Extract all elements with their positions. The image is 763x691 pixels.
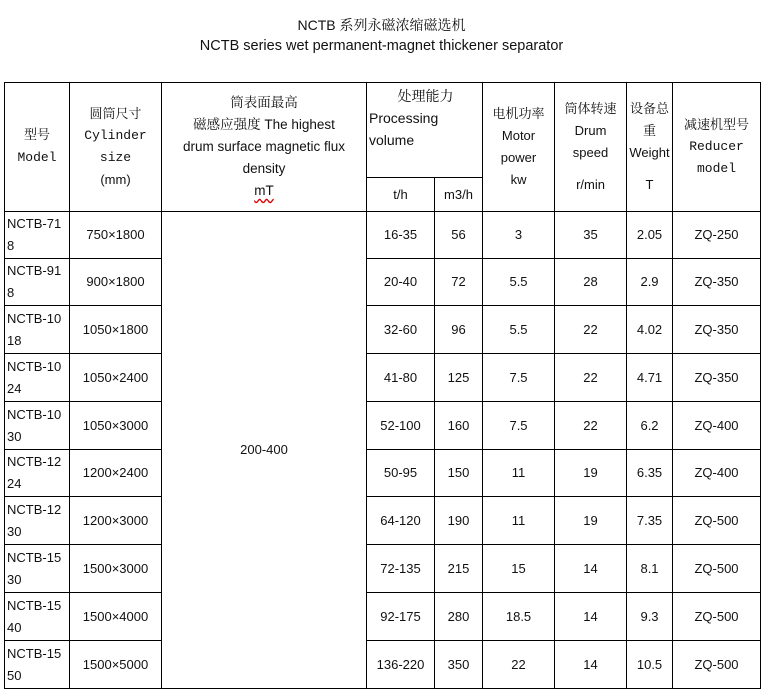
cell-reducer-model: ZQ-350 xyxy=(673,354,761,402)
specification-table xyxy=(4,82,761,689)
cell-cylinder-size: 1500×5000 xyxy=(70,641,162,689)
cell-model: NCTB-91 8 xyxy=(5,259,70,306)
cell-motor-power: 15 xyxy=(483,545,555,593)
header-model: 型号 Model xyxy=(5,83,70,212)
cell-capacity-m3h: 72 xyxy=(435,259,483,306)
cell-model: NCTB-15 50 xyxy=(5,641,70,689)
cell-motor-power: 18.5 xyxy=(483,593,555,641)
cell-capacity-m3h: 56 xyxy=(435,212,483,259)
header-processing-m3h: m3/h xyxy=(435,178,483,212)
header-drum-speed: 筒体转速 Drum speed r/min xyxy=(555,83,627,212)
cell-drum-speed: 35 xyxy=(555,212,627,259)
cell-weight: 10.5 xyxy=(627,641,673,689)
cell-capacity-th: 32-60 xyxy=(367,306,435,354)
table-row xyxy=(5,212,761,259)
cell-reducer-model: ZQ-500 xyxy=(673,545,761,593)
cell-capacity-th: 50-95 xyxy=(367,450,435,497)
cell-weight: 6.2 xyxy=(627,402,673,450)
cell-reducer-model: ZQ-400 xyxy=(673,402,761,450)
header-row xyxy=(5,83,761,178)
cell-cylinder-size: 1050×2400 xyxy=(70,354,162,402)
cell-capacity-th: 20-40 xyxy=(367,259,435,306)
cell-model: NCTB-10 30 xyxy=(5,402,70,450)
cell-capacity-th: 64-120 xyxy=(367,497,435,545)
header-processing-volume: 处理能力 Processing volume xyxy=(367,83,483,178)
cell-model: NCTB-12 30 xyxy=(5,497,70,545)
cell-weight: 8.1 xyxy=(627,545,673,593)
cell-drum-speed: 22 xyxy=(555,306,627,354)
cell-cylinder-size: 1500×3000 xyxy=(70,545,162,593)
cell-motor-power: 5.5 xyxy=(483,259,555,306)
cell-weight: 4.02 xyxy=(627,306,673,354)
cell-model: NCTB-15 40 xyxy=(5,593,70,641)
cell-reducer-model: ZQ-350 xyxy=(673,259,761,306)
cell-drum-speed: 14 xyxy=(555,545,627,593)
cell-capacity-m3h: 190 xyxy=(435,497,483,545)
cell-capacity-th: 72-135 xyxy=(367,545,435,593)
cell-drum-speed: 28 xyxy=(555,259,627,306)
header-magnetic-density: 筒表面最高 磁感应强度 The highest drum surface magnetic flux density mT xyxy=(162,83,367,212)
cell-model: NCTB-71 8 xyxy=(5,212,70,259)
cell-reducer-model: ZQ-500 xyxy=(673,497,761,545)
cell-model: NCTB-12 24 xyxy=(5,450,70,497)
table-row xyxy=(5,306,761,354)
cell-motor-power: 7.5 xyxy=(483,354,555,402)
table-row xyxy=(5,641,761,689)
table-row xyxy=(5,354,761,402)
cell-weight: 9.3 xyxy=(627,593,673,641)
cell-magnetic-density: 200-400 xyxy=(162,212,367,689)
cell-cylinder-size: 1050×3000 xyxy=(70,402,162,450)
cell-capacity-m3h: 280 xyxy=(435,593,483,641)
page-title-english: NCTB series wet permanent-magnet thickener separator xyxy=(199,38,564,54)
cell-capacity-th: 136-220 xyxy=(367,641,435,689)
page-title-chinese: NCTB 系列永磁浓缩磁选机 xyxy=(297,17,466,33)
cell-cylinder-size: 1500×4000 xyxy=(70,593,162,641)
cell-reducer-model: ZQ-500 xyxy=(673,641,761,689)
table-row xyxy=(5,402,761,450)
header-weight: 设备总 重 Weight T xyxy=(627,83,673,212)
cell-capacity-m3h: 125 xyxy=(435,354,483,402)
cell-cylinder-size: 1050×1800 xyxy=(70,306,162,354)
cell-capacity-m3h: 96 xyxy=(435,306,483,354)
header-cylinder-size: 圆筒尺寸 Cylinder size (mm) xyxy=(70,83,162,212)
table-row xyxy=(5,545,761,593)
table-row xyxy=(5,497,761,545)
cell-motor-power: 22 xyxy=(483,641,555,689)
cell-capacity-m3h: 215 xyxy=(435,545,483,593)
table-row xyxy=(5,593,761,641)
cell-weight: 6.35 xyxy=(627,450,673,497)
cell-cylinder-size: 900×1800 xyxy=(70,259,162,306)
header-motor-power: 电机功率 Motor power kw xyxy=(483,83,555,212)
cell-weight: 4.71 xyxy=(627,354,673,402)
cell-reducer-model: ZQ-350 xyxy=(673,306,761,354)
cell-drum-speed: 19 xyxy=(555,497,627,545)
cell-weight: 7.35 xyxy=(627,497,673,545)
cell-weight: 2.9 xyxy=(627,259,673,306)
cell-drum-speed: 14 xyxy=(555,593,627,641)
cell-model: NCTB-15 30 xyxy=(5,545,70,593)
cell-reducer-model: ZQ-500 xyxy=(673,593,761,641)
cell-model: NCTB-10 18 xyxy=(5,306,70,354)
header-reducer-model: 减速机型号 Reducer model xyxy=(673,83,761,212)
cell-capacity-th: 16-35 xyxy=(367,212,435,259)
cell-motor-power: 3 xyxy=(483,212,555,259)
cell-motor-power: 11 xyxy=(483,497,555,545)
cell-reducer-model: ZQ-250 xyxy=(673,212,761,259)
cell-capacity-th: 41-80 xyxy=(367,354,435,402)
cell-motor-power: 11 xyxy=(483,450,555,497)
cell-model: NCTB-10 24 xyxy=(5,354,70,402)
cell-cylinder-size: 1200×3000 xyxy=(70,497,162,545)
cell-motor-power: 7.5 xyxy=(483,402,555,450)
cell-weight: 2.05 xyxy=(627,212,673,259)
cell-capacity-th: 92-175 xyxy=(367,593,435,641)
cell-cylinder-size: 750×1800 xyxy=(70,212,162,259)
cell-drum-speed: 14 xyxy=(555,641,627,689)
cell-capacity-m3h: 160 xyxy=(435,402,483,450)
cell-capacity-m3h: 150 xyxy=(435,450,483,497)
cell-drum-speed: 22 xyxy=(555,402,627,450)
cell-cylinder-size: 1200×2400 xyxy=(70,450,162,497)
cell-motor-power: 5.5 xyxy=(483,306,555,354)
table-row xyxy=(5,259,761,306)
table-row xyxy=(5,450,761,497)
cell-drum-speed: 19 xyxy=(555,450,627,497)
cell-capacity-m3h: 350 xyxy=(435,641,483,689)
cell-capacity-th: 52-100 xyxy=(367,402,435,450)
cell-reducer-model: ZQ-400 xyxy=(673,450,761,497)
cell-drum-speed: 22 xyxy=(555,354,627,402)
header-processing-th: t/h xyxy=(367,178,435,212)
